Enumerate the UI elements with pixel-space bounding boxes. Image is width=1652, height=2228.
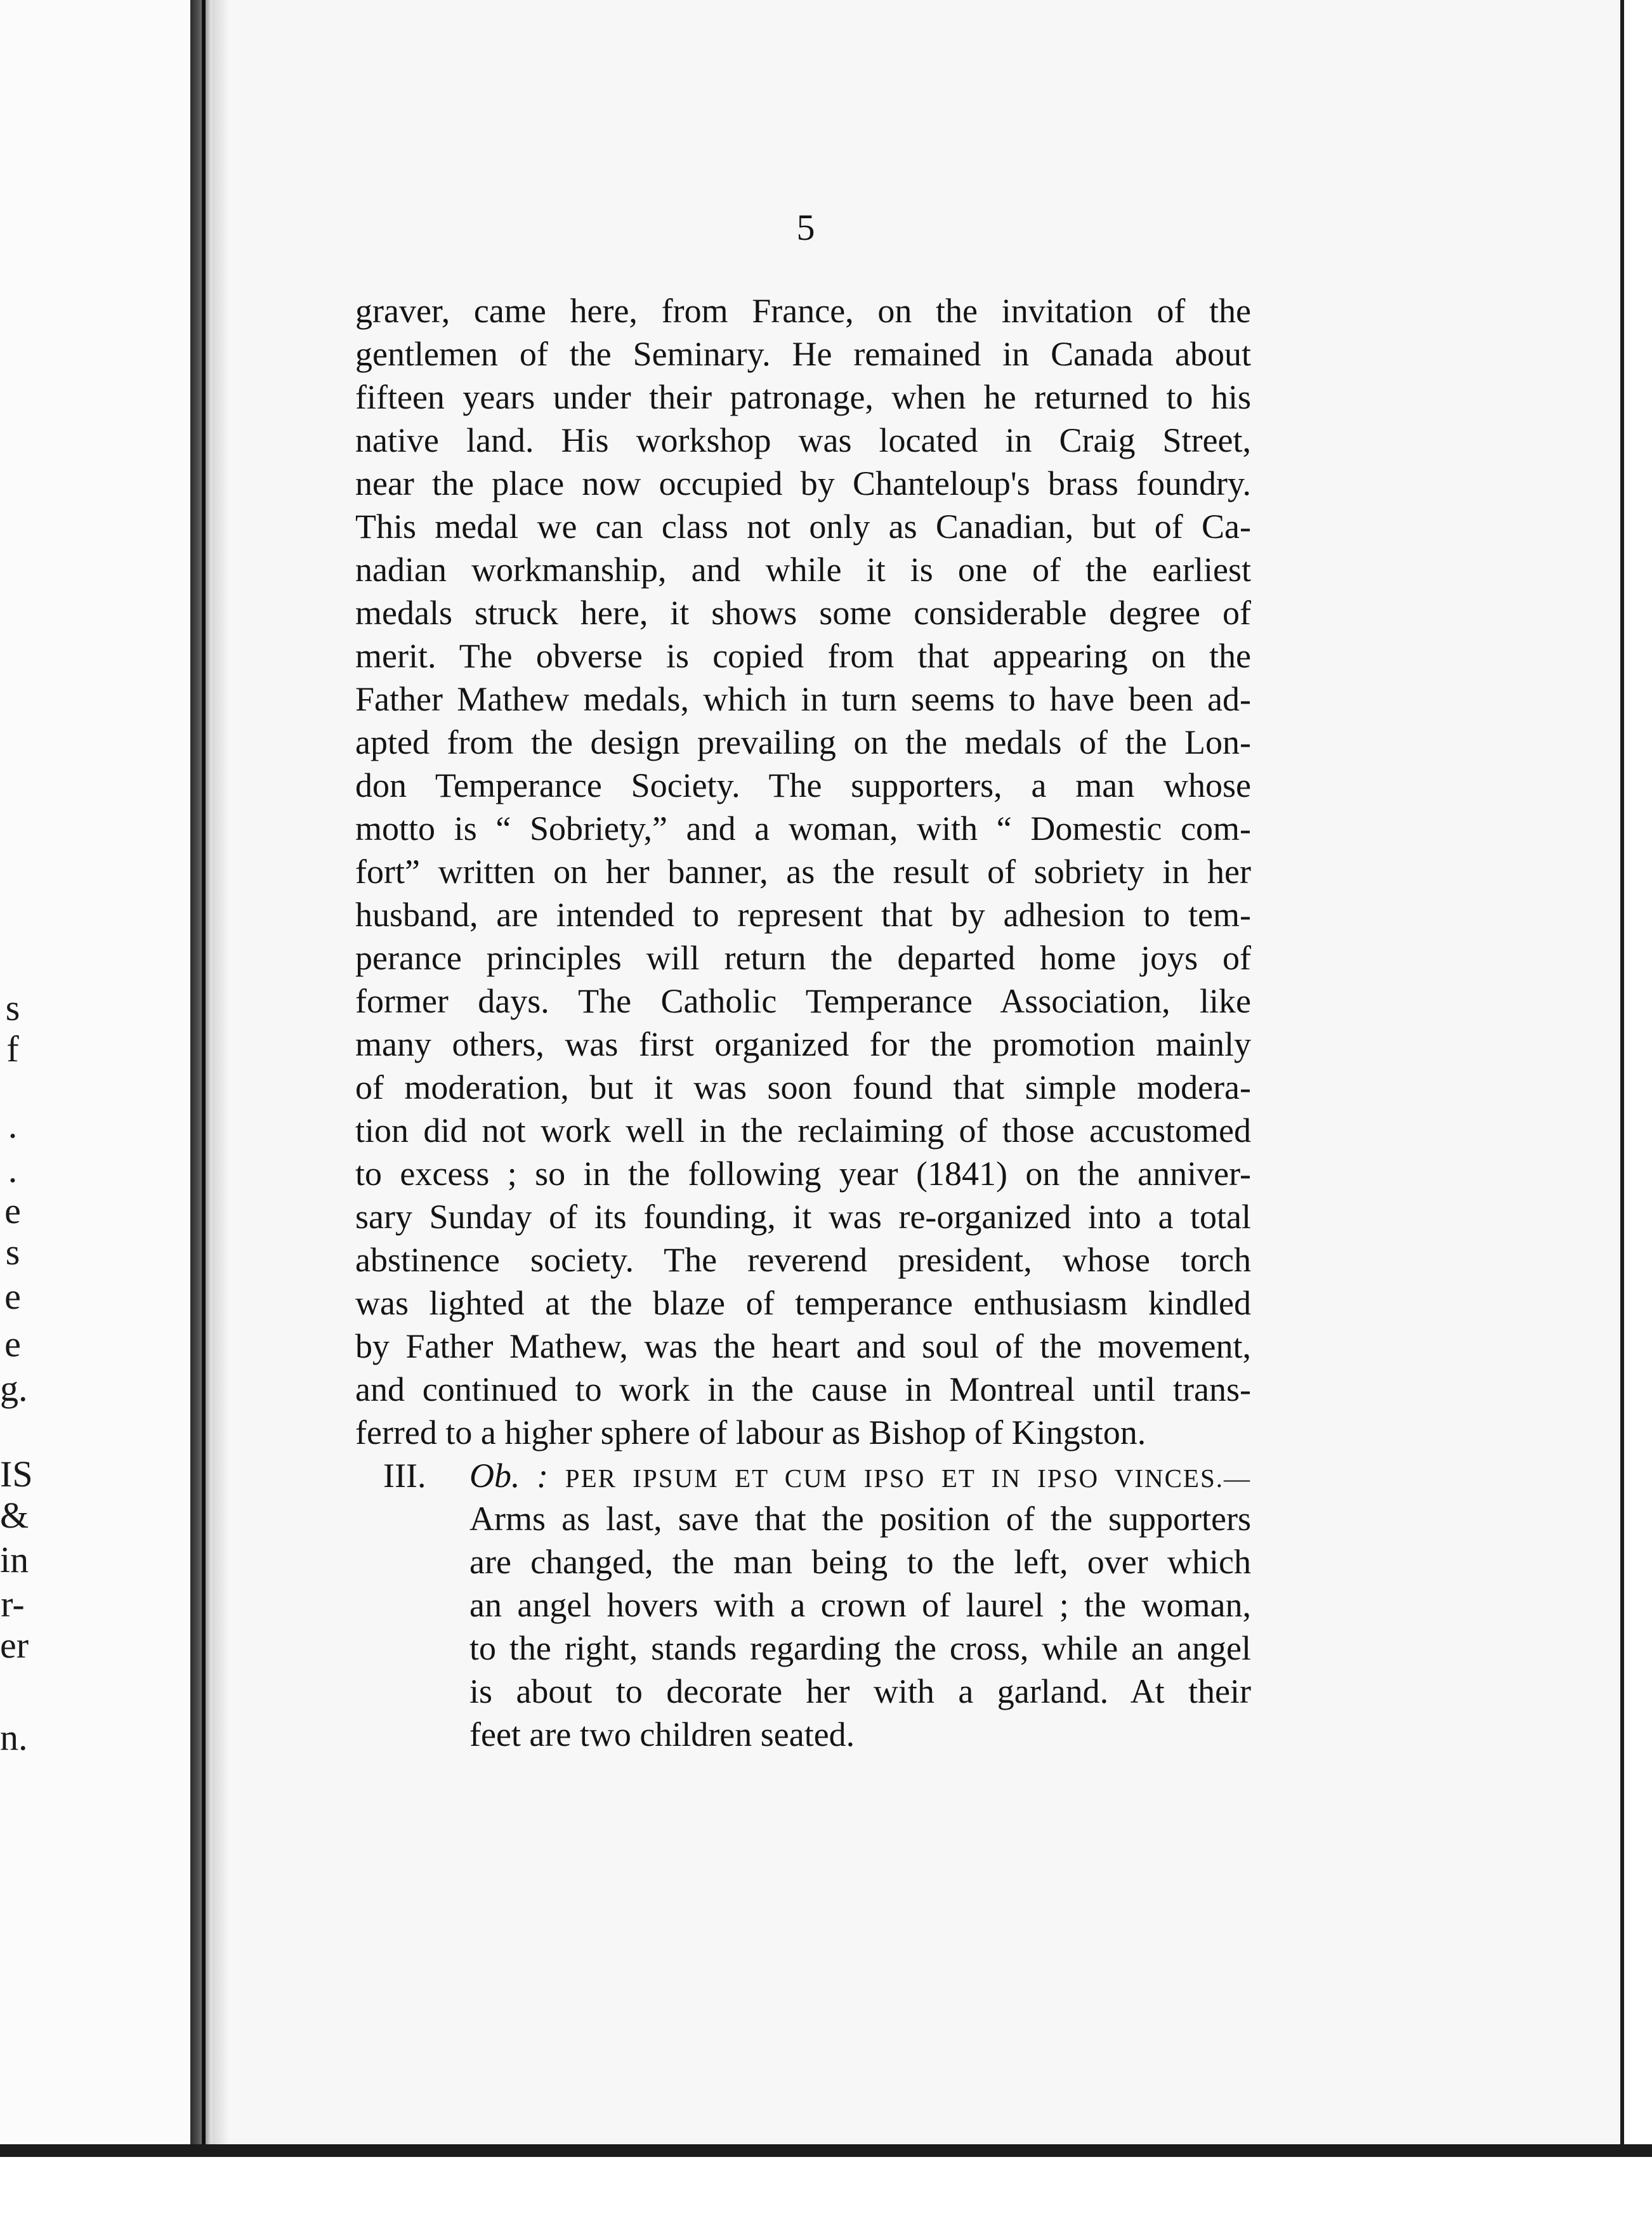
body-line: Father Mathew medals, which in turn seems to have been ad-: [355, 680, 1251, 718]
margin-fragment: r-: [1, 1583, 25, 1625]
body-line: don Temperance Society. The supporters, a man whose: [355, 766, 1251, 804]
body-line: perance principles will return the departed home joys of: [355, 939, 1251, 977]
body-line: by Father Mathew, was the heart and soul of the movement,: [355, 1327, 1251, 1365]
margin-fragment: &: [0, 1495, 29, 1536]
body-line: ferred to a higher sphere of labour as Bishop of Kingston.: [355, 1413, 1146, 1451]
scan-margin-right: [1624, 0, 1652, 2228]
margin-fragment: .: [8, 1104, 18, 1146]
body-line: This medal we can class not only as Canadian, but of Ca-: [355, 508, 1251, 546]
body-line: nadian workmanship, and while it is one of the earliest: [355, 551, 1251, 589]
margin-fragment: e: [4, 1276, 21, 1317]
body-line: abstinence society. The reverend president, whose torch: [355, 1241, 1251, 1279]
body-line: apted from the design prevailing on the medals of the Lon-: [355, 723, 1251, 761]
margin-fragment: er: [0, 1625, 29, 1666]
margin-fragment: g.: [0, 1368, 28, 1409]
body-line: fifteen years under their patronage, when he returned to his: [355, 378, 1251, 416]
body-line: near the place now occupied by Chanteloup's brass foundry.: [355, 464, 1251, 502]
medal-legend: PER IPSUM ET CUM IPSO ET IN IPSO VINCES.—: [565, 1464, 1252, 1493]
body-line: native land. His workshop was located in Craig Street,: [355, 421, 1251, 459]
facing-page-fragment: [0, 0, 190, 2144]
margin-fragment: n.: [0, 1717, 28, 1758]
body-line: former days. The Catholic Temperance Association, like: [355, 982, 1251, 1020]
margin-fragment: IS: [0, 1453, 33, 1495]
entry-number: III.: [383, 1457, 426, 1495]
entry-line: Arms as last, save that the position of the supporters: [469, 1500, 1251, 1538]
body-line: tion did not work well in the reclaiming of those accustomed: [355, 1111, 1251, 1150]
gutter-edge-line: [202, 0, 206, 2228]
body-line: of moderation, but it was soon found that simple modera-: [355, 1068, 1251, 1106]
book-gutter: [190, 0, 212, 2228]
margin-fragment: in: [0, 1539, 29, 1580]
body-line: merit. The obverse is copied from that appearing on the: [355, 637, 1251, 675]
body-line: graver, came here, from France, on the invitation of the: [355, 292, 1251, 330]
margin-fragment: s: [5, 1231, 20, 1273]
margin-fragment: s: [5, 987, 20, 1028]
margin-fragment: e: [4, 1323, 21, 1365]
body-line: was lighted at the blaze of temperance enthusiasm kindled: [355, 1284, 1251, 1322]
entry-line: feet are two children seated.: [469, 1715, 855, 1753]
body-line: gentlemen of the Seminary. He remained in Canada about: [355, 335, 1251, 373]
body-line: sary Sunday of its founding, it was re-organized into a total: [355, 1198, 1251, 1236]
body-line: fort” written on her banner, as the result of sobriety in her: [355, 853, 1251, 891]
body-line: and continued to work in the cause in Montreal until trans-: [355, 1370, 1251, 1408]
body-line: motto is “ Sobriety,” and a woman, with “ Domestic com-: [355, 809, 1251, 848]
spine-shadow: [212, 0, 237, 2228]
obverse-abbreviation: Ob. :: [469, 1457, 549, 1495]
margin-fragment: .: [8, 1149, 18, 1190]
margin-fragment: f: [6, 1028, 19, 1070]
entry-line: is about to decorate her with a garland. At their: [469, 1672, 1251, 1710]
body-line: many others, was first organized for the promotion mainly: [355, 1025, 1251, 1063]
entry-line: are changed, the man being to the left, over which: [469, 1543, 1251, 1581]
entry-heading: [469, 1455, 1251, 1499]
entry-line: to the right, stands regarding the cross, while an angel: [469, 1629, 1251, 1667]
page-number: 5: [796, 207, 815, 248]
margin-fragment: e: [4, 1190, 21, 1231]
body-line: husband, are intended to represent that by adhesion to tem-: [355, 896, 1251, 934]
body-line: medals struck here, it shows some considerable degree of: [355, 594, 1251, 632]
scan-margin-bottom: [0, 2157, 1652, 2228]
page-bottom-edge: [0, 2144, 1652, 2157]
body-line: to excess ; so in the following year (1841) on the anniver-: [355, 1155, 1251, 1193]
entry-line: an angel hovers with a crown of laurel ; the woman,: [469, 1586, 1251, 1624]
